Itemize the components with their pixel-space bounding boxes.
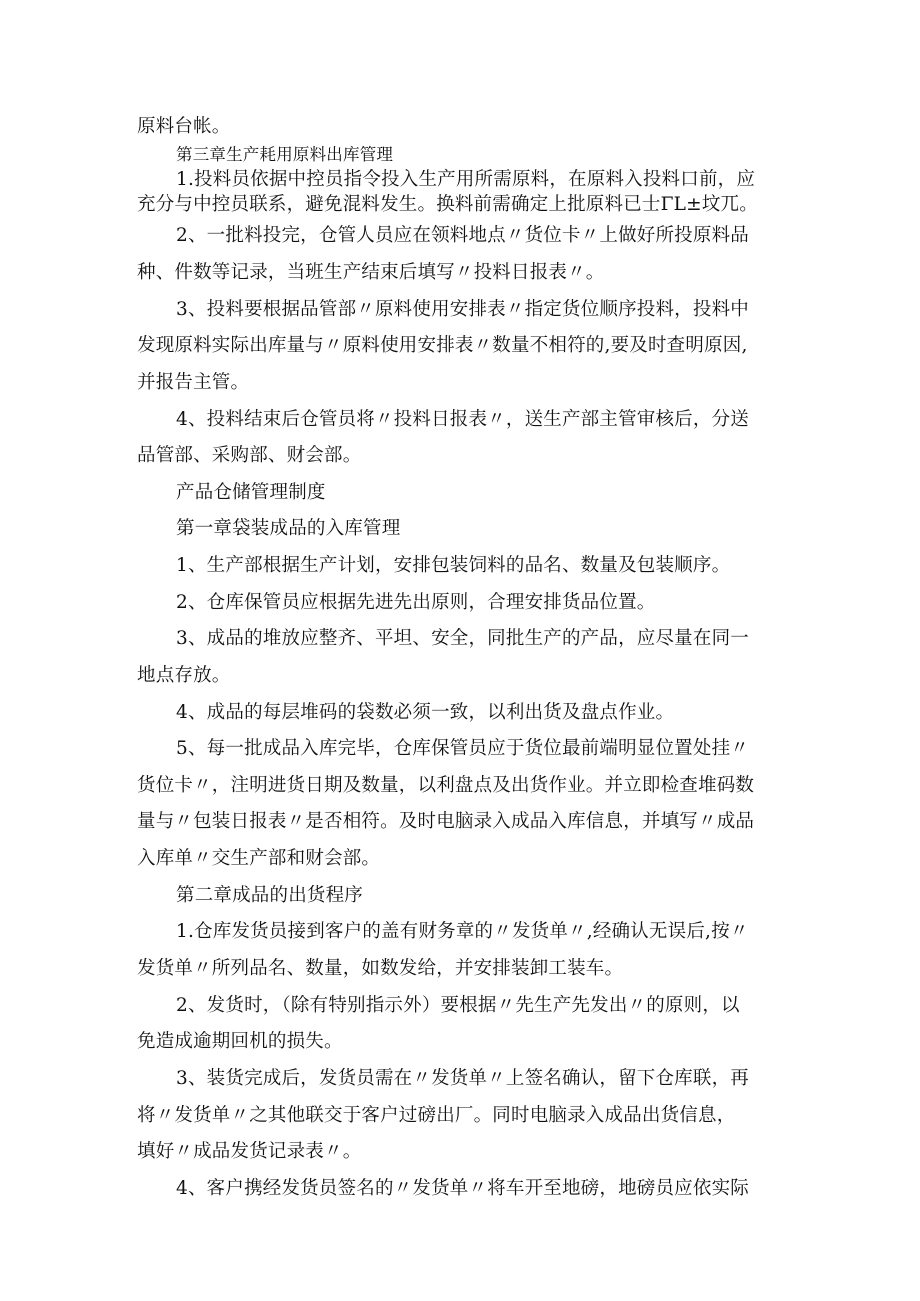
text-line: 货位卡〃，注明进货日期及数量，以利盘点及出货作业。并立即检查堆码数 xyxy=(137,775,755,796)
chapter-heading: 第二章成品的出货程序 xyxy=(176,885,364,906)
text-line: 将〃发货单〃之其他联交于客户过磅出厂。同时电脑录入成品出货信息， xyxy=(137,1105,736,1126)
chapter-heading: 第一章袋装成品的入库管理 xyxy=(176,518,401,539)
text-line: 种、件数等记录，当班生产结束后填写〃投料日报表〃。 xyxy=(137,262,605,283)
text-line: 并报告主管。 xyxy=(137,372,250,393)
text-line: 3、装货完成后，发货员需在〃发货单〃上签名确认，留下仓库联，再 xyxy=(176,1068,749,1089)
chapter-heading: 第三章生产耗用原料出库管理 xyxy=(176,145,394,164)
text-line: 4、投料结束后仓管员将〃投料日报表〃，送生产部主管审核后，分送 xyxy=(176,409,749,430)
text-line: 免造成逾期回机的损失。 xyxy=(137,1031,343,1052)
section-title: 产品仓储管理制度 xyxy=(176,482,326,503)
text-line: 3、投料要根据品管部〃原料使用安排表〃指定货位顺序投料，投料中 xyxy=(176,299,749,320)
text-line: 1.仓库发货员接到客户的盖有财务章的〃发货单〃,经确认无误后,按〃 xyxy=(176,921,749,942)
text-line: 填好〃成品发货记录表〃。 xyxy=(137,1141,362,1162)
text-line: 地点存放。 xyxy=(137,665,231,686)
text-line: 1.投料员依据中控员指令投入生产用所需原料，在原料入投料口前，应 xyxy=(176,169,756,190)
text-line: 原料台帐。 xyxy=(137,116,231,137)
text-line: 2、发货时，（除有特别指示外）要根据〃先生产先发出〃的原则，以 xyxy=(176,995,740,1016)
text-line: 5、每一批成品入库完毕，仓库保管员应于货位最前端明显位置处挂〃 xyxy=(176,738,749,759)
text-line: 2、仓库保管员应根据先进先出原则，合理安排货品位置。 xyxy=(176,592,656,613)
text-line: 发现原料实际出库量与〃原料使用安排表〃数量不相符的,要及时查明原因, xyxy=(137,335,748,356)
text-line: 入库单〃交生产部和财会部。 xyxy=(137,848,381,869)
text-line: 量与〃包装日报表〃是否相符。及时电脑录入成品入库信息，并填写〃成品 xyxy=(137,811,755,832)
text-line: 充分与中控员联系，避免混料发生。换料前需确定上批原料已士ΓL±坟兀。 xyxy=(137,194,758,215)
text-line: 4、客户携经发货员签名的〃发货单〃将车开至地磅，地磅员应依实际 xyxy=(176,1178,749,1199)
text-line: 发货单〃所列品名、数量，如数发给，并安排装卸工装车。 xyxy=(137,958,624,979)
text-line: 品管部、采购部、财会部。 xyxy=(137,445,362,466)
text-line: 3、成品的堆放应整齐、平坦、安全，同批生产的产品，应尽量在同一 xyxy=(176,628,749,649)
text-line: 1、生产部根据生产计划，安排包装饲料的品名、数量及包装顺序。 xyxy=(176,555,731,576)
text-line: 4、成品的每层堆码的袋数必须一致，以利出货及盘点作业。 xyxy=(176,702,675,723)
text-line: 2、一批料投完，仓管人员应在领料地点〃货位卡〃上做好所投原料品 xyxy=(176,225,749,246)
